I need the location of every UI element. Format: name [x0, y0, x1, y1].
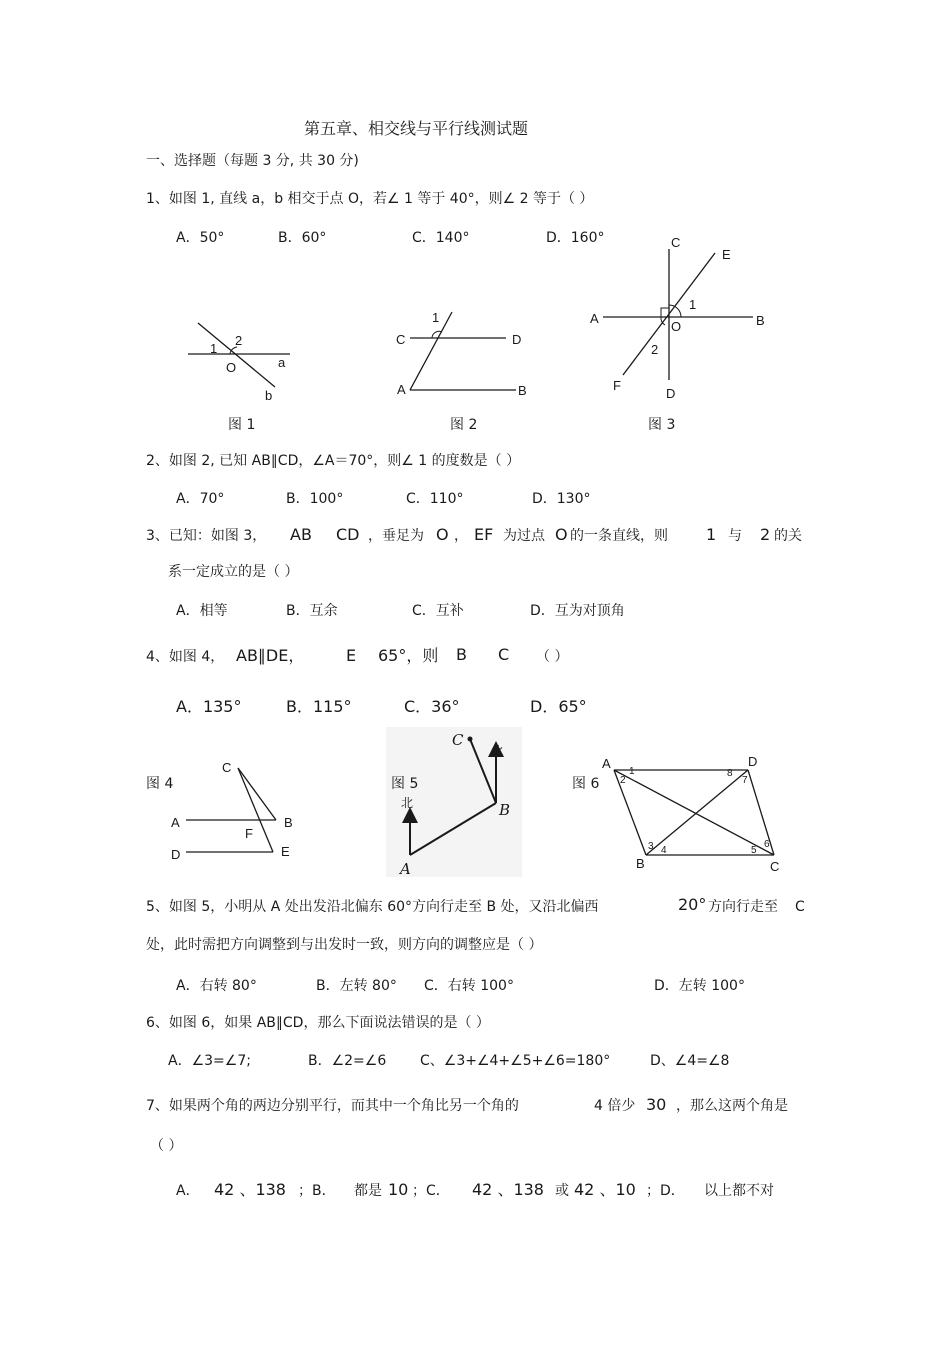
q5-option-d: D．左转 100° — [654, 978, 745, 994]
fig1-label-2: 2 — [235, 333, 243, 348]
q3-text-ab: AB — [290, 525, 312, 544]
fig3-caption: 图 3 — [648, 417, 676, 433]
q2-option-a: A．70° — [176, 491, 225, 507]
fig3-label-1: 1 — [689, 297, 697, 312]
fig1-label-1: 1 — [210, 341, 218, 356]
fig2-label-c: C — [396, 332, 406, 347]
fig6-label-d: D — [748, 754, 758, 769]
q3-text-ef: EF — [474, 525, 494, 544]
q6-option-b: B．∠2=∠6 — [308, 1053, 387, 1069]
q5-option-a: A．右转 80° — [176, 978, 257, 994]
fig6-angle-5: 5 — [751, 845, 757, 856]
q4-text-1: 4、如图 4， — [146, 649, 225, 665]
fig3-label-a: A — [590, 311, 599, 326]
q7-opt-d-label: ；D． — [646, 1183, 685, 1199]
fig2-label-b: B — [518, 383, 527, 398]
q3-text-foot: ，垂足为 — [368, 528, 424, 544]
q3-text-1: 3、已知：如图 3， — [146, 528, 267, 544]
fig6-angle-3: 3 — [648, 841, 654, 852]
fig1-label-o: O — [226, 360, 237, 375]
page-title: 第五章、相交线与平行线测试题 — [304, 119, 529, 138]
q7-opt-a-label: A． — [176, 1183, 200, 1199]
question-6-stem: 6、如图 6，如果 AB∥CD，那么下面说法错误的是（ ） — [146, 1015, 490, 1031]
figure-3 — [585, 235, 775, 405]
fig6-label-b: B — [636, 856, 645, 871]
fig3-label-d: D — [666, 386, 676, 401]
q4-option-c: C．36° — [404, 697, 460, 716]
q7-opt-c-value1: 42 、138 — [472, 1180, 544, 1199]
q5-text-20: 20° — [678, 895, 707, 914]
q6-option-d: D、∠4=∠8 — [650, 1053, 730, 1069]
q7-text-4times: 4 倍少 — [594, 1098, 636, 1114]
fig6-angle-6: 6 — [764, 839, 770, 850]
fig1-label-a: a — [278, 355, 286, 370]
q3-text-comma: ， — [454, 528, 468, 544]
q3-option-d: D．互为对顶角 — [530, 603, 625, 619]
figure-2 — [394, 308, 539, 403]
q4-text-paren: （ ） — [536, 649, 569, 665]
q4-option-d: D．65° — [530, 697, 587, 716]
q3-text-and: 与 — [728, 528, 742, 544]
q3-text-rel: 的关 — [774, 528, 802, 544]
fig5-caption: 图 5 — [391, 776, 419, 792]
fig5-label-a: A — [400, 860, 411, 878]
point-c — [468, 737, 473, 742]
fig3-label-e: E — [722, 247, 731, 262]
fig6-angle-4: 4 — [661, 845, 667, 856]
fig2-label-1: 1 — [432, 310, 440, 325]
fig4-label-e: E — [281, 844, 290, 859]
q5-text-1: 5、如图 5，小明从 A 处出发沿北偏东 60°方向行走至 B 处，又沿北偏西 — [146, 899, 599, 915]
fig5-label-c: C — [452, 731, 464, 749]
q7-line2: （ ） — [150, 1138, 183, 1154]
fig2-label-d: D — [512, 332, 522, 347]
question-1-stem: 1、如图 1, 直线 a，b 相交于点 O，若∠ 1 等于 40°，则∠ 2 等于（ ） — [146, 191, 594, 207]
fig6-angle-7: 7 — [742, 775, 748, 786]
fig6-angle-8: 8 — [727, 768, 733, 779]
q3-text-line: 的一条直线，则 — [570, 528, 668, 544]
q4-text-c: C — [498, 645, 510, 664]
fig1-label-b: b — [265, 388, 273, 403]
fig6-caption: 图 6 — [572, 776, 600, 792]
q1-option-c: C．140° — [412, 230, 470, 246]
q5-option-c: C．右转 100° — [424, 978, 514, 994]
fig6-label-c: C — [770, 859, 780, 874]
q6-option-c: C、∠3+∠4+∠5+∠6=180° — [420, 1053, 611, 1069]
q7-opt-c-label: ；C． — [412, 1183, 450, 1199]
q3-text-2: 2 — [760, 525, 771, 544]
q3-option-c: C．互补 — [412, 603, 464, 619]
fig3-label-c: C — [671, 235, 681, 250]
q7-text-30: 30 — [646, 1095, 667, 1114]
figure-6 — [598, 752, 788, 877]
fig3-label-b: B — [756, 313, 765, 328]
q7-opt-d-text: 以上都不对 — [704, 1183, 774, 1199]
fig4-label-f: F — [245, 826, 253, 841]
fig4-caption: 图 4 — [146, 776, 174, 792]
q3-text-1b: 1 — [706, 525, 717, 544]
q7-opt-b-text: 都是 — [354, 1183, 382, 1199]
q5-text-c: C — [795, 899, 805, 915]
q4-text-b: B — [456, 645, 467, 664]
fig3-label-2: 2 — [651, 342, 659, 357]
q7-opt-c-or: 或 — [555, 1183, 569, 1199]
fig6-angle-2: 2 — [620, 775, 626, 786]
question-2-stem: 2、如图 2, 已知 AB∥CD，∠A＝70°，则∠ 1 的度数是（ ） — [146, 453, 521, 469]
fig4-label-c: C — [222, 760, 232, 775]
figure-5 — [386, 727, 522, 877]
q5-text-walk: 方向行走至 — [708, 899, 778, 915]
fig4-label-b: B — [284, 815, 293, 830]
q3-option-a: A．相等 — [176, 603, 228, 619]
fig2-label-a: A — [397, 382, 406, 397]
fig5-label-north-a: 北 — [401, 796, 414, 810]
q4-text-e: E — [346, 646, 357, 665]
fig2-caption: 图 2 — [450, 417, 478, 433]
q7-text-2: ，那么这两个角是 — [676, 1098, 788, 1114]
q7-opt-b-value: 10 — [388, 1180, 409, 1199]
q1-option-b: B．60° — [278, 230, 327, 246]
q7-opt-c-value2: 42 、10 — [574, 1180, 636, 1199]
q7-opt-a-value: 42 、138 — [214, 1180, 286, 1199]
q4-text-parallel: AB∥DE， — [236, 646, 305, 665]
figure-4 — [166, 758, 306, 868]
q3-text-o2: O — [555, 525, 568, 544]
fig4-label-a: A — [171, 815, 180, 830]
q4-text-65: 65°，则 — [378, 646, 439, 665]
q1-option-d: D．160° — [546, 230, 605, 246]
fig5-label-north-b: 北 — [491, 744, 504, 758]
q7-opt-b-label: ；B． — [298, 1183, 336, 1199]
section-heading: 一、选择题（每题 3 分, 共 30 分) — [146, 153, 359, 169]
fig5-label-b: B — [499, 801, 511, 819]
q4-option-a: A．135° — [176, 697, 242, 716]
fig4-label-d: D — [171, 847, 181, 862]
q6-option-a: A．∠3=∠7; — [168, 1053, 251, 1069]
q5-option-b: B．左转 80° — [316, 978, 397, 994]
fig6-angle-1: 1 — [629, 766, 635, 777]
q1-option-a: A．50° — [176, 230, 225, 246]
q7-text-1: 7、如果两个角的两边分别平行，而其中一个角比另一个角的 — [146, 1098, 519, 1114]
q3-text-o1: O — [436, 525, 449, 544]
q3-text-through: 为过点 — [503, 528, 545, 544]
fig3-label-o: O — [671, 319, 682, 334]
q5-line2: 处，此时需把方向调整到与出发时一致，则方向的调整应是（ ） — [146, 937, 543, 953]
figure-1 — [180, 315, 310, 410]
q3-line2: 系一定成立的是（ ） — [168, 564, 299, 580]
fig3-label-f: F — [613, 378, 621, 393]
q2-option-c: C．110° — [406, 491, 464, 507]
q2-option-d: D．130° — [532, 491, 591, 507]
q4-option-b: B．115° — [286, 697, 352, 716]
q3-text-cd: CD — [336, 525, 360, 544]
fig1-caption: 图 1 — [228, 417, 256, 433]
q2-option-b: B．100° — [286, 491, 344, 507]
fig6-label-a: A — [602, 756, 611, 771]
q3-option-b: B．互余 — [286, 603, 338, 619]
